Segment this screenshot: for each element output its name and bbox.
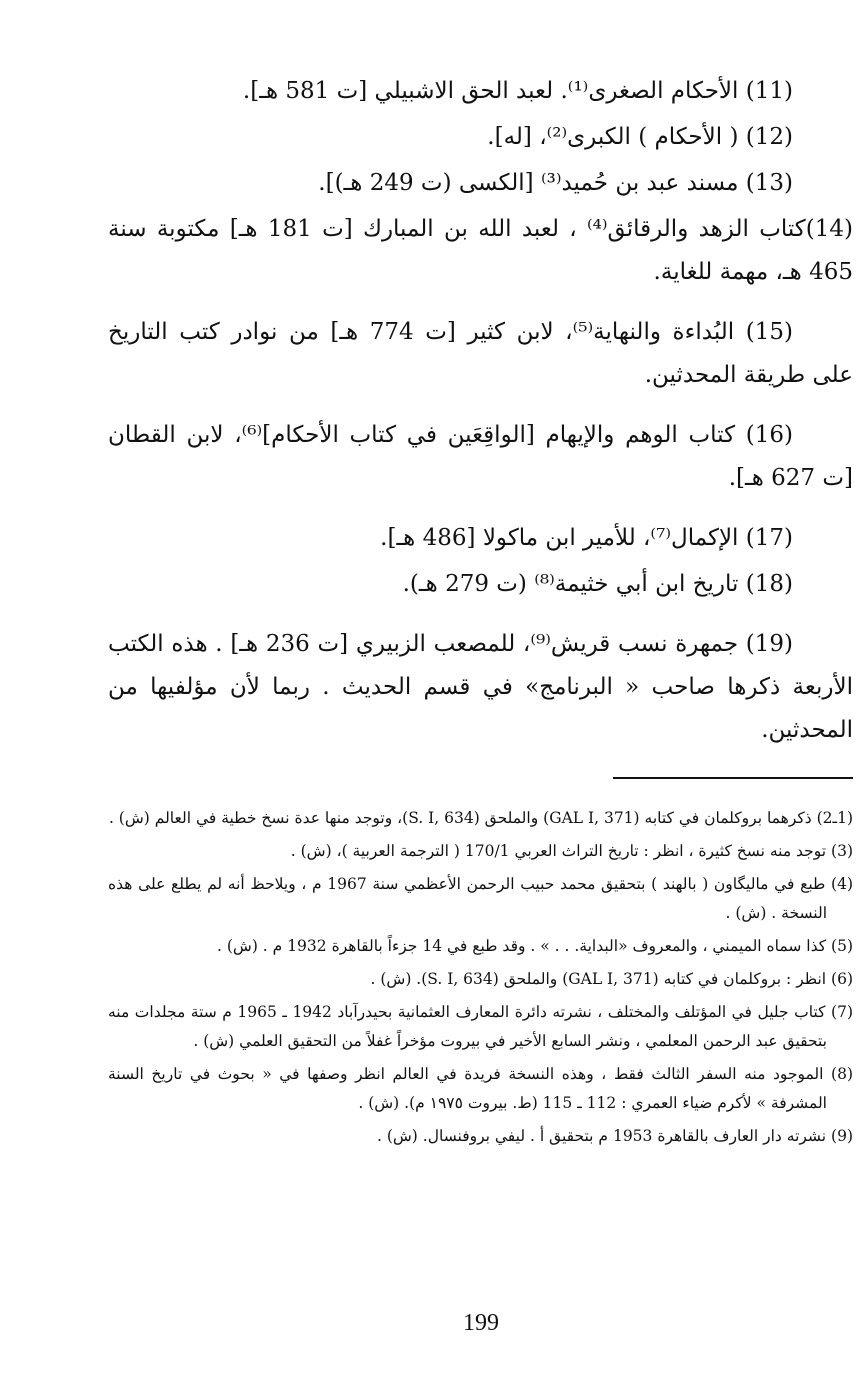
footnote-7: (7) كتاب جليل في المؤتلف والمختلف ، نشرته دائرة المعارف العثمانية بحيدرآباد 1942 ـ 1965 م ستة مجلدات منه بتحقيق عبد الرحمن المعلمي ، ونشر السابع الأخير في بيروت مؤخراً غفلاً من التحقيق العلمي (ش) . [108,1003,853,1050]
entry-18: (18) تاريخ ابن أبي خثيمة⁽⁸⁾ (ت 279 هـ). [402,571,793,597]
footnote-9: (9) نشرته دار العارف بالقاهرة 1953 م بتحقيق أ . ليفي بروفنسال. (ش) . [376,1127,853,1145]
footnote-4: (4) طبع في ماليگاون ( بالهند ) بتحقيق محمد حبيب الرحمن الأعظمي سنة 1967 م ، ويلاحظ أنه لم يطلع على هذه النسخة . (ش) . [108,875,853,922]
footnote-3: (3) توجد منه نسخ كثيرة ، انظر : تاريخ التراث العربي 170/1 ( الترجمة العربية )، (ش) . [290,842,853,860]
entry-16: (16) كتاب الوهم والإيهام [الواقِعَين في كتاب الأحكام]⁽⁶⁾، لابن القطان [ت 627 هـ]. [108,422,853,491]
main-text [108,70,853,752]
entry-11: (11) الأحكام الصغرى⁽¹⁾. لعبد الحق الاشبيلي [ت 581 هـ]. [242,78,793,104]
footnotes [108,804,853,1155]
page-number: 199 [463,1310,499,1336]
entry-17: (17) الإكمال⁽⁷⁾، للأمير ابن ماكولا [486 هـ]. [380,525,793,551]
footnote-separator [613,777,853,779]
entry-15: (15) البُداءة والنهاية⁽⁵⁾، لابن كثير [ت 774 هـ] من نوادر كتب التاريخ على طريقة المحدثين. [108,319,853,388]
entry-14: (14)كتاب الزهد والرقائق⁽⁴⁾ ، لعبد الله بن المبارك [ت 181 هـ] مكتوبة سنة 465 هـ، مهمة للغاية. [108,216,853,285]
footnote-1-2: (1ـ2) ذكرهما بروكلمان في كتابه (GAL I, 371) والملحق (S. I, 634)، وتوجد منها عدة نسخ خطية في العالم (ش) . [108,809,853,827]
entry-12: (12) ( الأحكام ) الكبرى⁽²⁾، [له]. [487,124,793,150]
entry-19: (19) جمهرة نسب قريش⁽⁹⁾، للمصعب الزبيري [ت 236 هـ] . هذه الكتب الأربعة ذكرها صاحب « البرنامج» في قسم الحديث . ربما لأن مؤلفيها من المحدثين. [108,631,853,743]
footnote-8: (8) الموجود منه السفر الثالث فقط ، وهذه النسخة فريدة في العالم انظر وصفها في « بحوث في تاريخ السنة المشرفة » لأكرم ضياء العمري : 112 ـ 115 (ط. بيروت ١٩٧٥ م). (ش) . [108,1065,853,1112]
footnote-5: (5) كذا سماه الميمني ، والمعروف «البداية. . . » . وقد طبع في 14 جزءاً بالقاهرة 1932 م . (ش) . [217,937,853,955]
footnote-6: (6) انظر : بروكلمان في كتابه (GAL I, 371) والملحق (S. I, 634). (ش) . [370,970,853,988]
entry-13: (13) مسند عبد بن حُميد⁽³⁾ [الكسى (ت 249 هـ)]. [318,170,793,196]
